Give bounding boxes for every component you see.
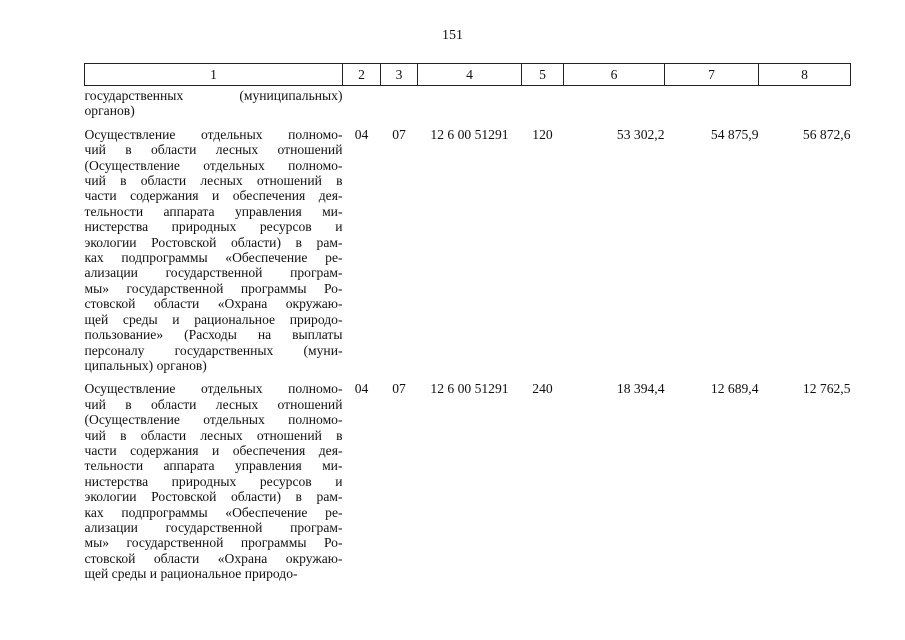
target-article-code: 12 6 00 51291 — [430, 381, 509, 397]
description-line: части содержания и обеспечения дея- — [84, 188, 343, 204]
description-line: экологии Ростовской области) в рам- — [84, 234, 343, 250]
description-line: чий в области лесных отношений в — [84, 427, 343, 443]
header-cell-1: 1 — [85, 64, 343, 86]
description-line: ках подпрограммы «Обеспечение ре- — [84, 504, 343, 520]
amount-year-2: 12 689,4 — [710, 381, 759, 397]
description-line: тельности аппарата управления ми- — [84, 458, 343, 474]
description-line: персоналу государственных (муни- — [84, 342, 343, 358]
description-line: щей среды и рациональное природо- — [84, 566, 298, 582]
budget-table — [84, 63, 851, 582]
amount-year-3 — [759, 86, 851, 119]
description-line: стовской области «Охрана окружаю- — [84, 550, 343, 566]
description-line: мы» государственной программы Ро- — [84, 280, 343, 296]
subsection-code: 07 — [392, 126, 406, 142]
amount-year-2 — [665, 86, 759, 119]
header-cell-7: 7 — [665, 64, 759, 86]
amount-year-1: 18 394,4 — [616, 381, 665, 397]
amount-year-1: 53 302,2 — [616, 126, 665, 142]
section-code: 04 — [354, 381, 369, 397]
description-line: экологии Ростовской области) в рам- — [84, 489, 343, 505]
header-cell-8: 8 — [759, 64, 851, 86]
description-line: части содержания и обеспечения дея- — [84, 442, 343, 458]
description-line: ализации государственной програм- — [84, 519, 343, 535]
amount-year-1 — [564, 86, 665, 119]
header-row — [85, 64, 851, 86]
header-cell-4: 4 — [418, 64, 522, 86]
description-line: органов) — [84, 103, 135, 119]
subsection-code — [381, 86, 418, 119]
amount-year-3: 56 872,6 — [802, 126, 851, 142]
table-row — [85, 373, 851, 581]
description-line: чий в области лесных отношений — [84, 396, 343, 412]
description-line: пользование» (Расходы на выплаты — [84, 327, 343, 343]
page-number: 151 — [442, 28, 463, 43]
table-row — [85, 119, 851, 374]
section-code — [343, 86, 381, 119]
subsection-code: 07 — [392, 381, 406, 397]
description-line: Осуществление отдельных полномо- — [84, 126, 343, 142]
description-line: (Осуществление отдельных полномо- — [84, 412, 343, 428]
expense-description — [85, 373, 343, 581]
amount-year-2: 54 875,9 — [710, 126, 759, 142]
description-line: ализации государственной програм- — [84, 265, 343, 281]
description-line: щей среды и рациональное природо- — [84, 311, 343, 327]
header-cell-6: 6 — [564, 64, 665, 86]
expense-type-code — [522, 86, 564, 119]
description-line: тельности аппарата управления ми- — [84, 203, 343, 219]
target-article-code: 12 6 00 51291 — [430, 126, 509, 142]
header-cell-3: 3 — [381, 64, 418, 86]
description-line: мы» государственной программы Ро- — [84, 535, 343, 551]
section-code: 04 — [354, 126, 369, 142]
table-row — [85, 86, 851, 119]
description-line: чий в области лесных отношений в — [84, 173, 343, 189]
expense-type-code: 240 — [532, 381, 553, 397]
header-cell-5: 5 — [522, 64, 564, 86]
description-line: ках подпрограммы «Обеспечение ре- — [84, 250, 343, 266]
header-cell-2: 2 — [343, 64, 381, 86]
description-line: (Осуществление отдельных полномо- — [84, 157, 343, 173]
description-line: стовской области «Охрана окружаю- — [84, 296, 343, 312]
expense-type-code: 120 — [532, 126, 553, 142]
description-line: государственных (муниципальных) — [84, 88, 343, 103]
amount-year-3: 12 762,5 — [802, 381, 851, 397]
expense-description — [85, 119, 343, 374]
description-line: ципальных) органов) — [84, 357, 207, 373]
target-article-code — [418, 86, 522, 119]
description-line: чий в области лесных отношений — [84, 142, 343, 158]
description-line: нистерства природных ресурсов и — [84, 219, 343, 235]
description-line: Осуществление отдельных полномо- — [84, 381, 343, 397]
expense-description — [85, 86, 343, 119]
description-line: нистерства природных ресурсов и — [84, 473, 343, 489]
